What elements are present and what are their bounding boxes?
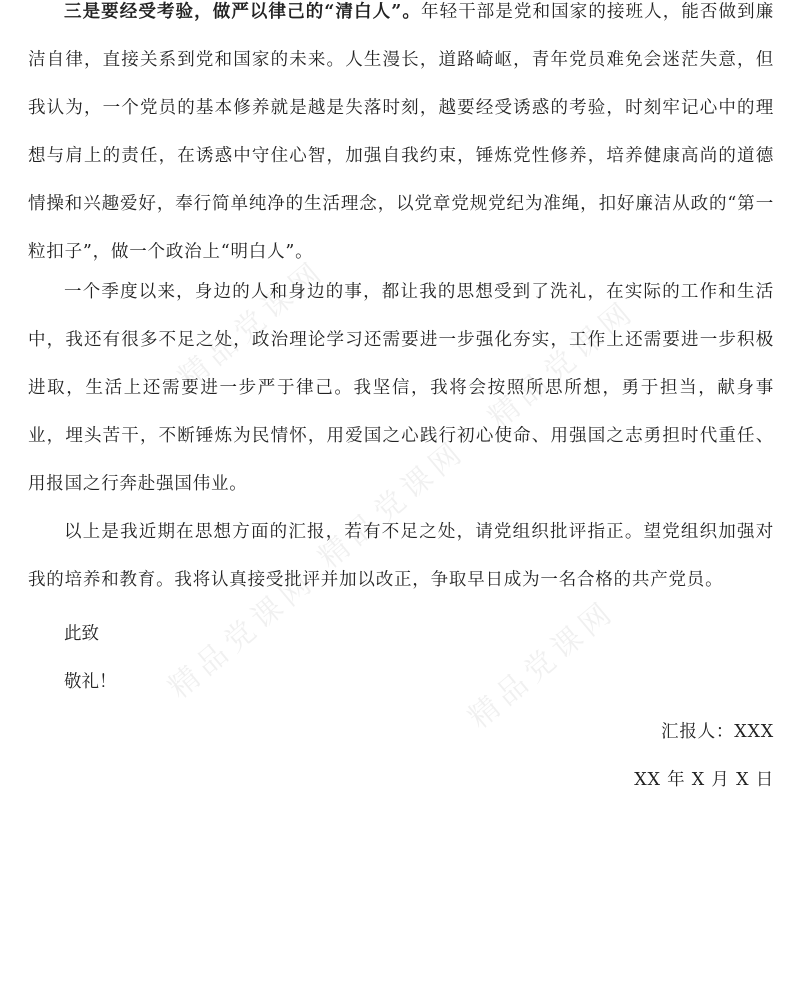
reporter-signature: 汇报人：XXX [661,722,774,742]
watermark: 精品党课网 [462,593,623,736]
paragraph-body: 年轻干部是党和国家的接班人，能否做到廉洁自律，直接关系到党和国家的未来。人生漫长，道路崎岖，青年党员难免会迷茫失意，但我认为，一个党员的基本修养就是越是失落时刻，越要经受诱惑的考验，时刻牢记心中的理想与肩上的责任，在诱惑中守住心智，加强自我约束，锤炼党性修养，培养健康高尚的道德情操和兴趣爱好，奉行简单纯净的生活理念，以党章党规党纪为准绳，扣好廉洁从政的“第一粒扣子”，做一个政治上“明白人”。 [28,2,774,262]
watermark: 精品党课网 [172,253,333,396]
report-date: XX 年 X 月 X 日 [634,770,774,790]
paragraph-integrity [28,0,774,276]
watermark: 精品党课网 [312,433,473,576]
paragraph-conclusion: 以上是我近期在思想方面的汇报，若有不足之处，请党组织批评指正。望党组织加强对我的培养和教育。我将认真接受批评并加以改正，争取早日成为一名合格的共产党员。 [28,522,774,590]
closing-salutation: 此致 [64,624,99,644]
paragraph-quarter-review: 一个季度以来，身边的人和身边的事，都让我的思想受到了洗礼，在实际的工作和生活中，我还有很多不足之处，政治理论学习还需要进一步强化夯实，工作上还需要进一步积极进取，生活上还需要进一步严于律己。我坚信，我将会按照所思所想，勇于担当，献身事业，埋头苦干，不断锤炼为民情怀，用爱国之心践行初心使命、用强国之志勇担时代重任、用报国之行奔赴强国伟业。 [28,282,774,494]
watermark: 精品党课网 [482,293,643,436]
watermark: 精品党课网 [162,563,323,706]
closing-regards: 敬礼！ [64,672,117,692]
paragraph-lead-heading: 三是要经受考验，做严以律己的“清白人”。 [64,2,422,22]
